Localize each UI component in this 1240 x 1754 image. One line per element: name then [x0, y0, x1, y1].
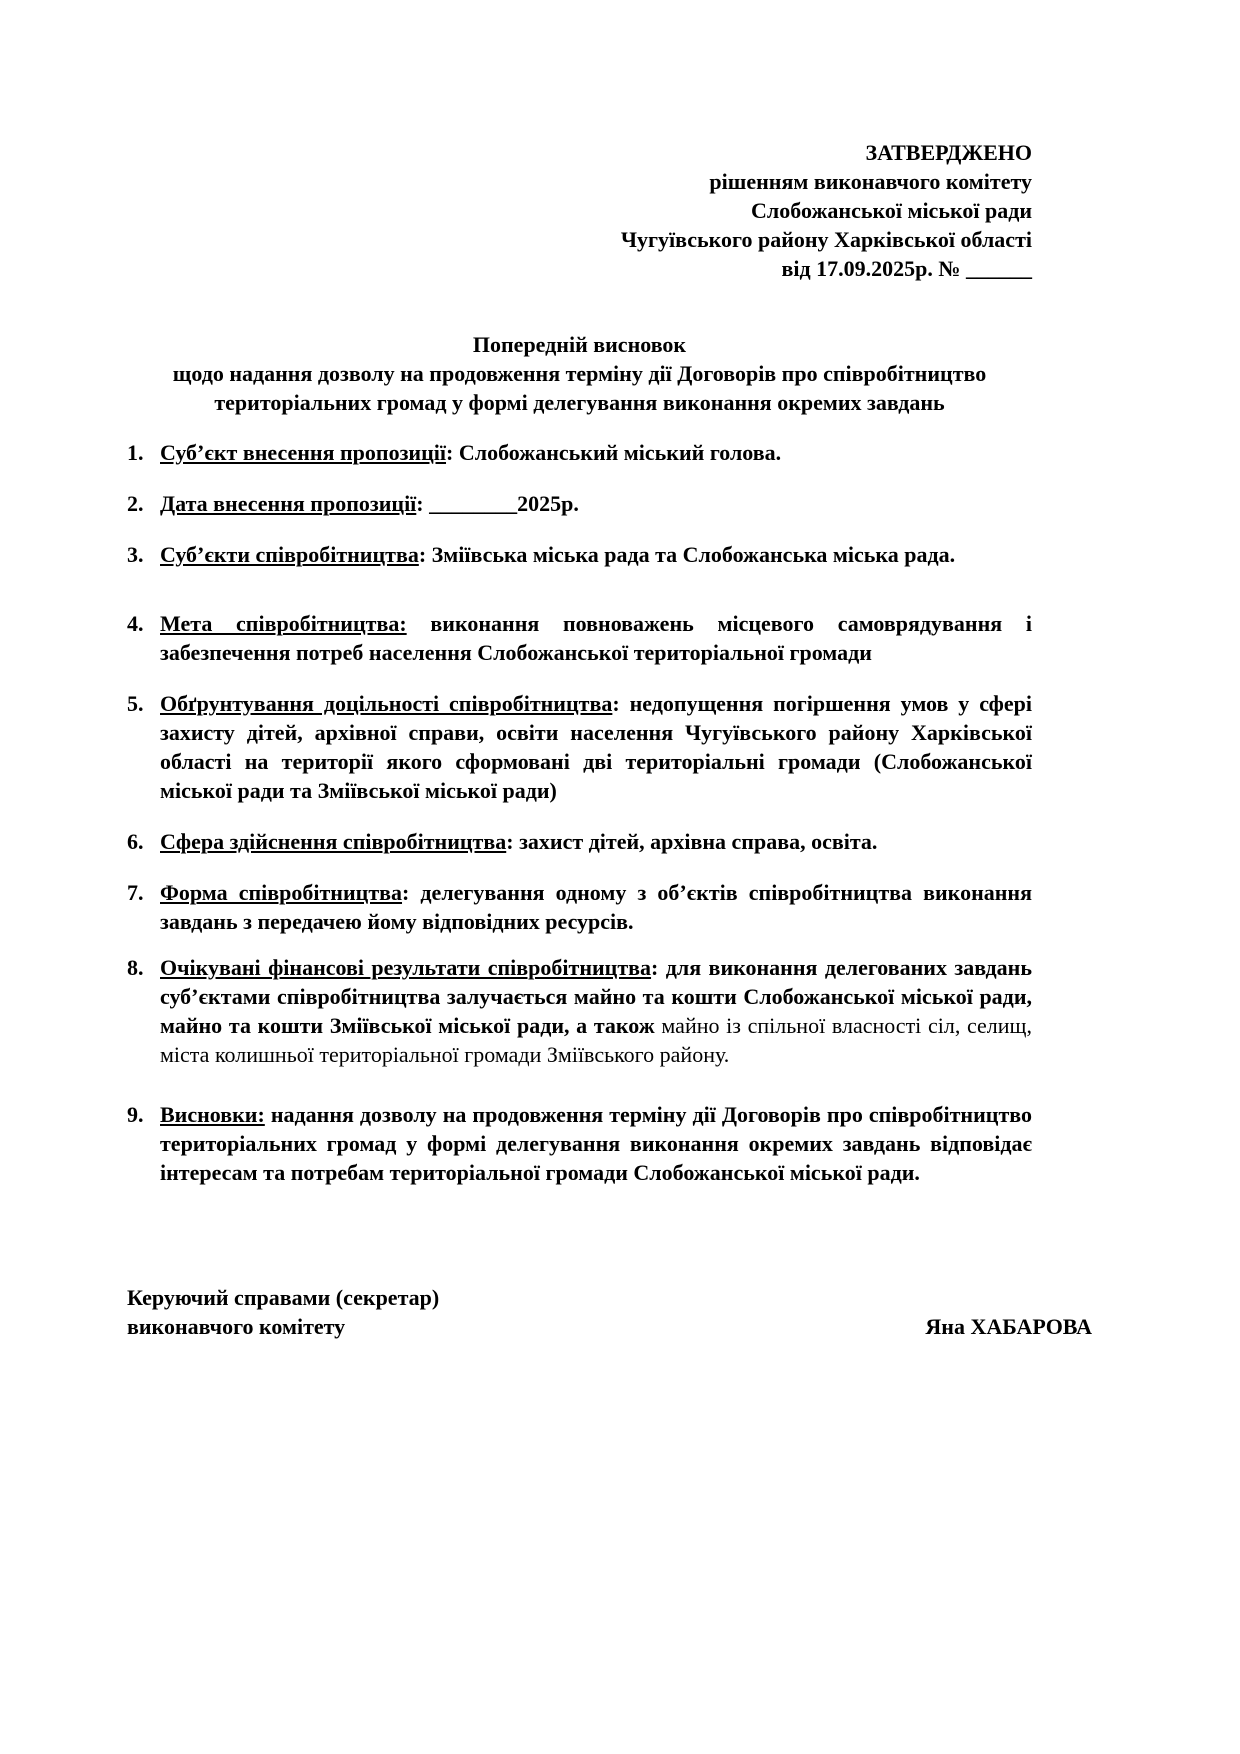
item-colon: :: [651, 955, 659, 980]
item-colon: :: [506, 829, 514, 854]
list-item-6: [127, 827, 1032, 856]
approval-number-blank: ______: [966, 256, 1032, 281]
item-text: Зміївська міська рада та Слобожанська міська рада.: [431, 542, 956, 567]
item-colon: :: [612, 691, 620, 716]
item-text: делегування одному з об’єктів співробітництва виконання завдань з передачею йому відповідних ресурсів.: [160, 880, 1032, 934]
item-colon: :: [402, 880, 410, 905]
item-text: 2025р.: [517, 491, 579, 516]
item-colon: :: [416, 491, 424, 516]
approval-block: [127, 138, 1032, 283]
item-label: Дата внесення пропозиції: [160, 491, 417, 516]
item-label: Суб’єкти співробітництва: [160, 542, 419, 567]
item-number: 8.: [127, 955, 144, 980]
list-item-9: [127, 1100, 1032, 1187]
approval-line: рішенням виконавчого комітету: [709, 169, 1032, 194]
signature-name: Яна ХАБАРОВА: [925, 1314, 1092, 1339]
item-text-bold: для виконання делегованих завдань суб’єктами співробітництва залучається майно та кошти Слобожанської міської ради, майно та кошти Зміївської міської ради, а також: [160, 955, 1032, 1038]
item-number: 9.: [127, 1102, 144, 1127]
item-text: виконання повноважень місцевого самоврядування і забезпечення потреб населення Слобожанської територіальної громади: [160, 611, 1032, 665]
item-number: 5.: [127, 691, 144, 716]
signature-role-line-2: виконавчого комітету: [127, 1314, 346, 1339]
document-title: [127, 330, 1032, 417]
signature-role-line-1: Керуючий справами (секретар): [127, 1285, 440, 1310]
title-line-2: щодо надання дозволу на продовження терміну дії Договорів про співробітництво: [172, 361, 987, 386]
item-label: Форма співробітництва: [160, 880, 403, 905]
item-number: 4.: [127, 611, 144, 636]
list-item-4: [127, 609, 1032, 667]
item-text: Слобожанський міський голова.: [458, 440, 782, 465]
numbered-list: [127, 438, 1032, 1187]
date-blank: ________: [429, 491, 518, 516]
item-text: захист дітей, архівна справа, освіта.: [519, 829, 878, 854]
list-item-5: [127, 689, 1032, 805]
approval-line: ЗАТВЕРДЖЕНО: [865, 140, 1032, 165]
item-colon: :: [446, 440, 454, 465]
item-text: надання дозволу на продовження терміну дії Договорів про співробітництво територіальних громад у формі делегування виконання окремих завдань відповідає інтересам та потребам територіальної громади Слобожанської міської ради.: [160, 1102, 1032, 1185]
list-item-1: [127, 438, 1032, 467]
item-label: Сфера здійснення співробітництва: [160, 829, 507, 854]
item-text: недопущення погіршення умов у сфері захисту дітей, архівної справи, освіти населення Чугуївського району Харківської області на території якого сформовані дві територіальні громади (Слобожанської міської ради та Зміївської міської ради): [160, 691, 1032, 803]
item-label: Мета співробітництва:: [160, 611, 407, 636]
approval-date-prefix: від 17.09.2025р. №: [781, 256, 961, 281]
approval-line: Слобожанської міської ради: [751, 198, 1032, 223]
title-line-3: територіальних громад у формі делегування виконання окремих завдань: [214, 390, 945, 415]
title-line-1: Попередній висновок: [472, 332, 687, 357]
approval-date-line: [127, 254, 1032, 283]
item-number: 6.: [127, 829, 144, 854]
item-number: 1.: [127, 440, 144, 465]
item-number: 2.: [127, 491, 144, 516]
signature-role: [127, 1283, 439, 1341]
approval-line: Чугуївського району Харківської області: [620, 227, 1032, 252]
list-item-2: [127, 489, 1032, 518]
item-text-regular: майно із спільної власності сіл, селищ, міста колишньої територіальної громади Зміївського району.: [160, 1013, 1032, 1067]
item-label: Очікувані фінансові результати співробітництва: [160, 955, 652, 980]
list-item-7: [127, 878, 1032, 936]
item-label: Обґрунтування доцільності співробітництва: [160, 691, 613, 716]
list-item-8: [127, 953, 1032, 1069]
item-number: 7.: [127, 880, 144, 905]
signature-block: [127, 1283, 1092, 1341]
item-label: Суб’єкт внесення пропозиції: [160, 440, 447, 465]
item-colon: :: [418, 542, 427, 567]
item-number: 3.: [127, 542, 144, 567]
list-item-3: [127, 540, 1032, 569]
item-label: Висновки:: [160, 1102, 265, 1127]
